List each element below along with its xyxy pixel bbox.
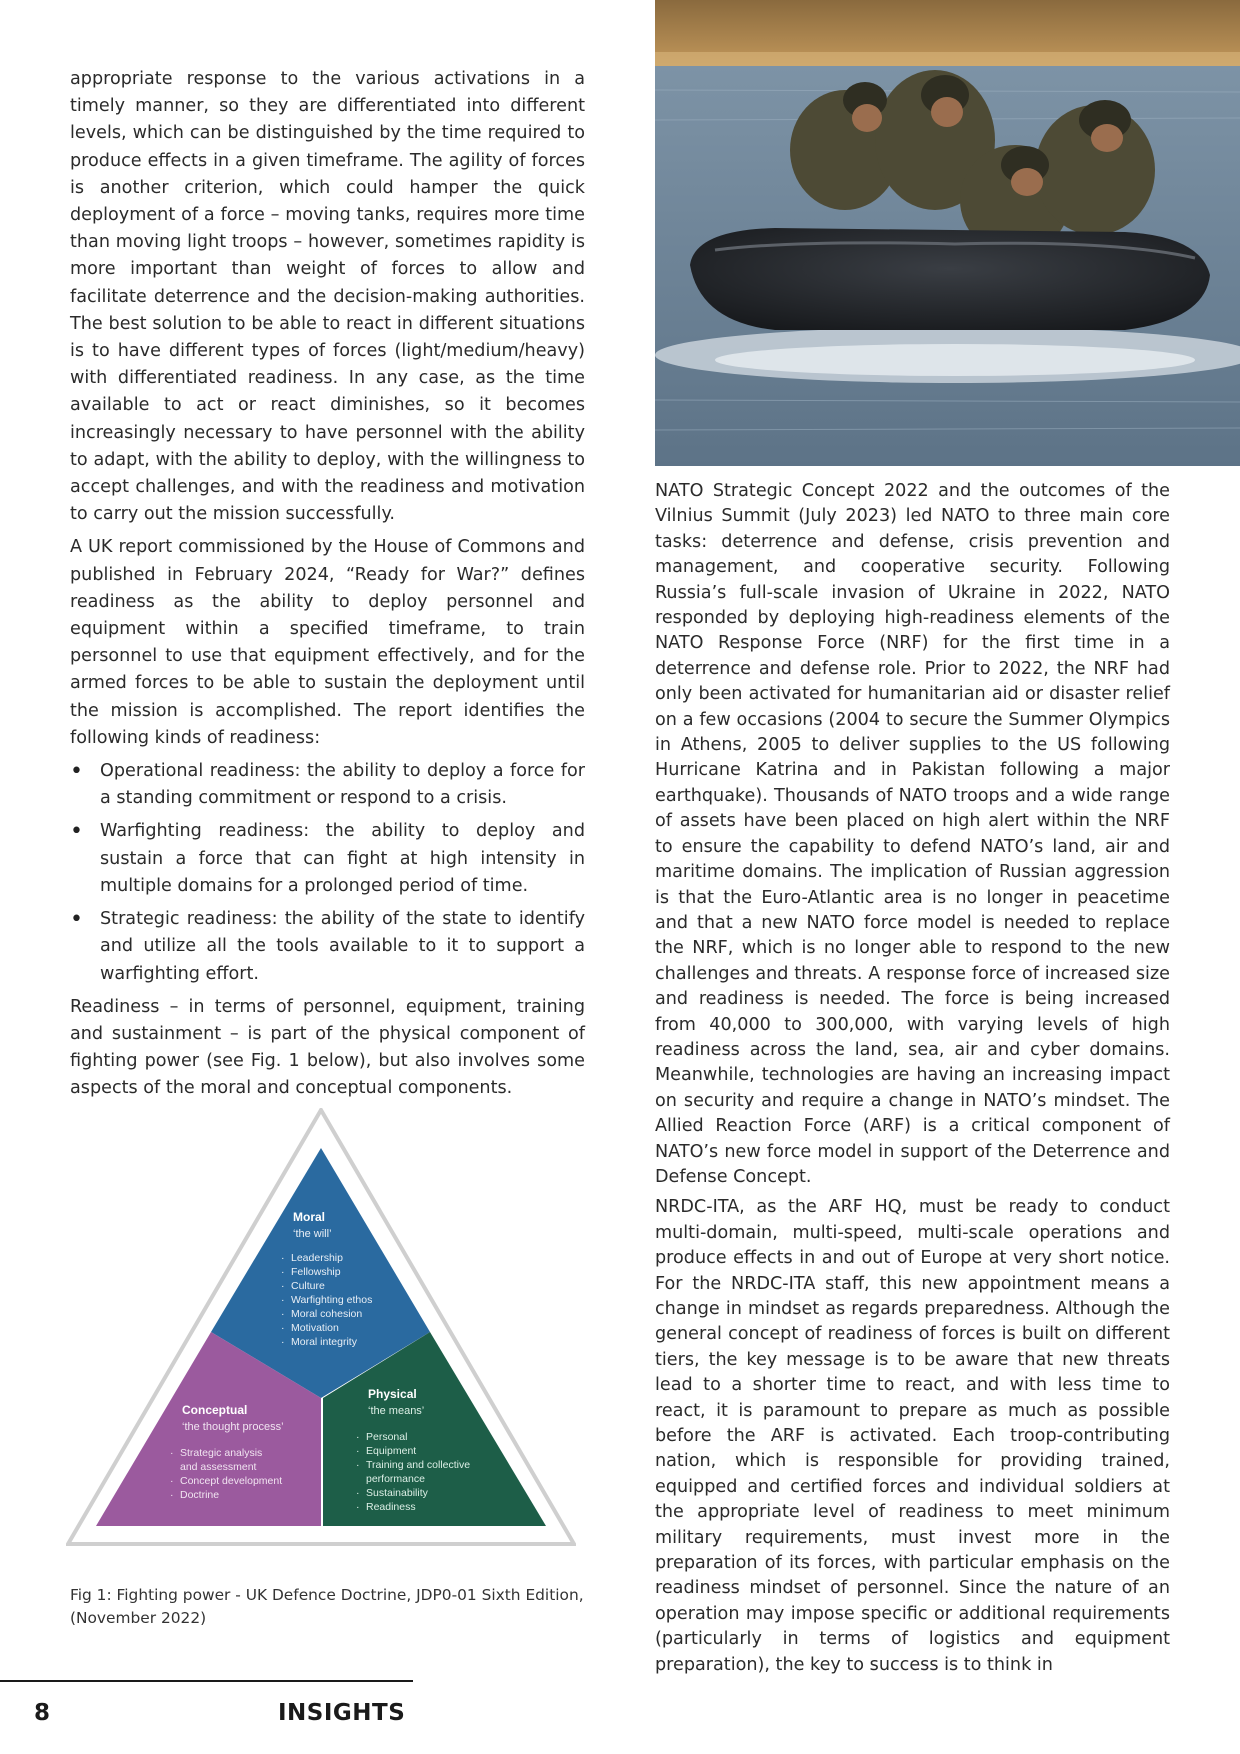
- moral-title: Moral: [293, 1210, 326, 1224]
- left-paragraph-1: appropriate response to the various activations in a timely manner, so they are differentiated into different levels, which can be distinguished by the time required to produce effects in a given timeframe. The agility of forces is another criterion, which could hamper the quick deployment of a force – moving tanks, requires more time than moving light troops – however, sometimes rapidity is more important than weight of forces to allow and facilitate deterrence and the decision-making authorities. The best solution to be able to react in different situations is to have different types of forces (light/medium/heavy) with differentiated readiness. In any case, as the time available to act or react diminishes, so it becomes increasingly necessary to have personnel with the ability to adapt, with the ability to deploy, with the willingness to accept challenges, and with the readiness and motivation to carry out the mission successfully.: [70, 69, 585, 525]
- svg-text:·: ·: [356, 1431, 360, 1443]
- conceptual-item: Strategic analysis: [180, 1447, 263, 1459]
- svg-text:·: ·: [281, 1266, 285, 1278]
- svg-text:·: ·: [356, 1501, 360, 1513]
- svg-text:·: ·: [356, 1459, 360, 1471]
- physical-item: Training and collective: [366, 1459, 471, 1471]
- conceptual-title: Conceptual: [182, 1403, 248, 1417]
- left-paragraph-2: A UK report commissioned by the House of Commons and published in February 2024, “Ready for War?” defines readiness as the ability to deploy personnel and equipment within a specified timeframe, to train personnel to use that equipment effectively, and for the armed forces to be able to sustain the deployment until the mission is accomplished. The report identifies the following kinds of readiness:: [70, 537, 585, 748]
- right-paragraph-2: NRDC-ITA, as the ARF HQ, must be ready to conduct multi-domain, multi-speed, multi-scale operations and produce effects in and out of Europe at very short notice. For the NRDC-ITA staff, this new appointment means a change in mindset as regards preparedness. Although the general concept of readiness of forces is built on different tiers, the key message is to be aware that new threats lead to a shorter time to react, and with less time to react, it is paramount to prepare as much as possible before the ARF is activated. Each troop-contributing nation, which is responsible for providing trained, equipped and certified forces and individual soldiers at the appropriate level of readiness to meet minimum military requirements, must invest more in the preparation of its forces, with particular emphasis on the readiness mindset of personnel. Since the nature of an operation may impose specific or additional requirements (particularly in terms of logistics and equipment preparation), the key to success is to think in: [655, 1197, 1170, 1675]
- list-item: • Operational readiness: the ability to deploy a force for a standing commitment or respond to a crisis.: [70, 758, 585, 812]
- right-paragraph-1: NATO Strategic Concept 2022 and the outcomes of the Vilnius Summit (July 2023) led NATO to three main core tasks: deterrence and defense, crisis prevention and management, and cooperative security. Following Russia’s full-scale invasion of Ukraine in 2022, NATO responded by deploying high-readiness elements of the NATO Response Force (NRF) for the first time in a deterrence and defense role. Prior to 2022, the NRF had only been activated for humanitarian aid or disaster relief on a few occasions (2004 to secure the Summer Olympics in Athens, 2005 to deliver supplies to the US following Hurricane Katrina and in Pakistan following a major earthquake). Thousands of NATO troops and a wide range of assets have been placed on high alert within the NRF to ensure the capability to defend NATO’s land, air and maritime domains. The implication of Russian aggression is that the Euro-Atlantic area is no longer in peacetime and that a new NATO force model is needed to replace the NRF, which is no longer able to respond to the new challenges and threats. A response force of increased size and readiness is needed. The force is being increased from 40,000 to 300,000, with varying levels of high readiness across the land, sea, air and cyber domains. Meanwhile, technologies are having an increasing impact on security and require a change in NATO’s mindset. The Allied Reaction Force (ARF) is a critical component of NATO’s new force model in support of the Deterrence and Defense Concept.: [655, 481, 1170, 1187]
- svg-text:·: ·: [281, 1280, 285, 1292]
- photo-illustration: [655, 0, 1240, 466]
- moral-item: Moral integrity: [291, 1336, 357, 1348]
- physical-item: Sustainability: [366, 1487, 428, 1499]
- physical-title: Physical: [368, 1387, 417, 1401]
- svg-text:·: ·: [281, 1336, 285, 1348]
- physical-subtitle: ‘the means’: [368, 1405, 425, 1417]
- physical-item: Equipment: [366, 1445, 417, 1457]
- moral-item: Motivation: [291, 1322, 339, 1334]
- list-item: • Warfighting readiness: the ability to deploy and sustain a force that can fight at high intensity in multiple domains for a prolonged period of time.: [70, 818, 585, 900]
- fighting-power-diagram: [66, 1108, 576, 1550]
- svg-text:·: ·: [281, 1322, 285, 1334]
- conceptual-subtitle: ‘the thought process’: [182, 1421, 284, 1433]
- moral-item: Moral cohesion: [291, 1308, 363, 1320]
- conceptual-item: Doctrine: [180, 1489, 220, 1501]
- moral-item: Fellowship: [291, 1266, 341, 1278]
- soldiers-boat-photo: [655, 0, 1240, 466]
- left-paragraph-3: Readiness – in terms of personnel, equipment, training and sustainment – is part of the physical component of fighting power (see Fig. 1 below), but also involves some aspects of the moral and conceptual components.: [70, 996, 585, 1099]
- svg-text:·: ·: [281, 1294, 285, 1306]
- list-item: • Strategic readiness: the ability of the state to identify and utilize all the tools available to it to support a warfighting effort.: [70, 906, 585, 988]
- readiness-list: [70, 758, 585, 988]
- moral-item: Culture: [291, 1280, 325, 1292]
- svg-text:·: ·: [170, 1475, 174, 1487]
- figure-caption: Fig 1: Fighting power - UK Defence Doctrine, JDP0-01 Sixth Edition, (November 2022): [70, 1586, 584, 1627]
- magazine-name: INSIGHTS: [278, 1700, 406, 1726]
- physical-item: Readiness: [366, 1501, 416, 1513]
- moral-item: Leadership: [291, 1252, 343, 1264]
- svg-text:·: ·: [356, 1487, 360, 1499]
- conceptual-item: and assessment: [180, 1461, 257, 1473]
- page-number: 8: [34, 1700, 51, 1726]
- physical-item: Personal: [366, 1431, 408, 1443]
- svg-text:·: ·: [281, 1308, 285, 1320]
- conceptual-item: Concept development: [180, 1475, 283, 1487]
- left-column: [70, 66, 585, 1109]
- footer-rule: [0, 1680, 413, 1682]
- moral-subtitle: ‘the will’: [293, 1228, 332, 1240]
- svg-text:·: ·: [170, 1489, 174, 1501]
- moral-item: Warfighting ethos: [291, 1294, 373, 1306]
- physical-item: performance: [366, 1473, 425, 1485]
- svg-text:·: ·: [281, 1252, 285, 1264]
- svg-text:·: ·: [170, 1447, 174, 1459]
- right-column: [655, 479, 1170, 1683]
- svg-text:·: ·: [356, 1445, 360, 1457]
